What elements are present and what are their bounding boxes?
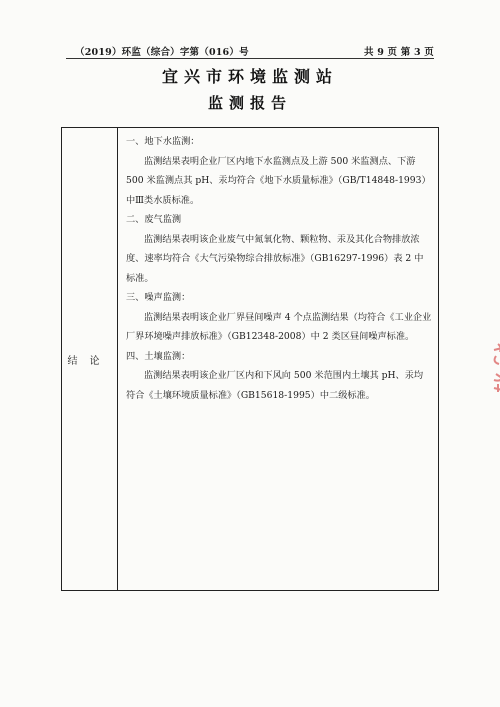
groundwater-heading: 一、地下水监测： bbox=[126, 136, 200, 147]
seal-stamp-icon bbox=[484, 340, 500, 400]
noise-heading: 三、噪声监测： bbox=[126, 292, 191, 303]
conclusion-label: 结论 bbox=[62, 128, 118, 590]
exhaust-text: 监测结果表明该企业废气中氮氧化物、颗粒物、汞及其化合物排放浓度、速率均符合《大气污染物综合排放标准》（GB16297-1996）表 2 中标准。 bbox=[126, 233, 424, 284]
station-title: 宜兴市环境监测站 bbox=[161, 67, 338, 86]
seal-stamp-edge bbox=[484, 340, 500, 400]
exhaust-heading: 二、废气监测 bbox=[126, 214, 182, 225]
soil-heading: 四、土壤监测： bbox=[126, 350, 191, 362]
conclusion-table bbox=[61, 127, 439, 591]
groundwater-text: 监测结果表明企业厂区内地下水监测点及上游 500 米监测点、下游 500 米监测点其 pH、汞均符合《地下水质量标准》（GB/T14848-1993）中Ⅲ类水质标准。 bbox=[126, 155, 431, 206]
noise-text: 监测结果表明该企业厂界昼间噪声 4 个点监测结果（均符合《工业企业厂界环境噪声排放标准》（GB12348-2008）中 2 类区昼间噪声标准。 bbox=[126, 311, 432, 342]
soil-text: 监测结果表明该企业厂区内和下风向 500 米范围内土壤其 pH、汞均符合《土壤环境质量标准》（GB15618-1995）中二级标准。 bbox=[126, 370, 424, 401]
page-indicator: 共 9 页 第 3 页 bbox=[364, 47, 434, 58]
header-rule bbox=[66, 58, 434, 59]
document-number: （2019）环监（综合）字第（016）号 bbox=[75, 47, 249, 58]
document-header bbox=[75, 44, 434, 58]
report-title: 监测报告 bbox=[207, 94, 292, 112]
conclusion-content bbox=[118, 128, 438, 590]
